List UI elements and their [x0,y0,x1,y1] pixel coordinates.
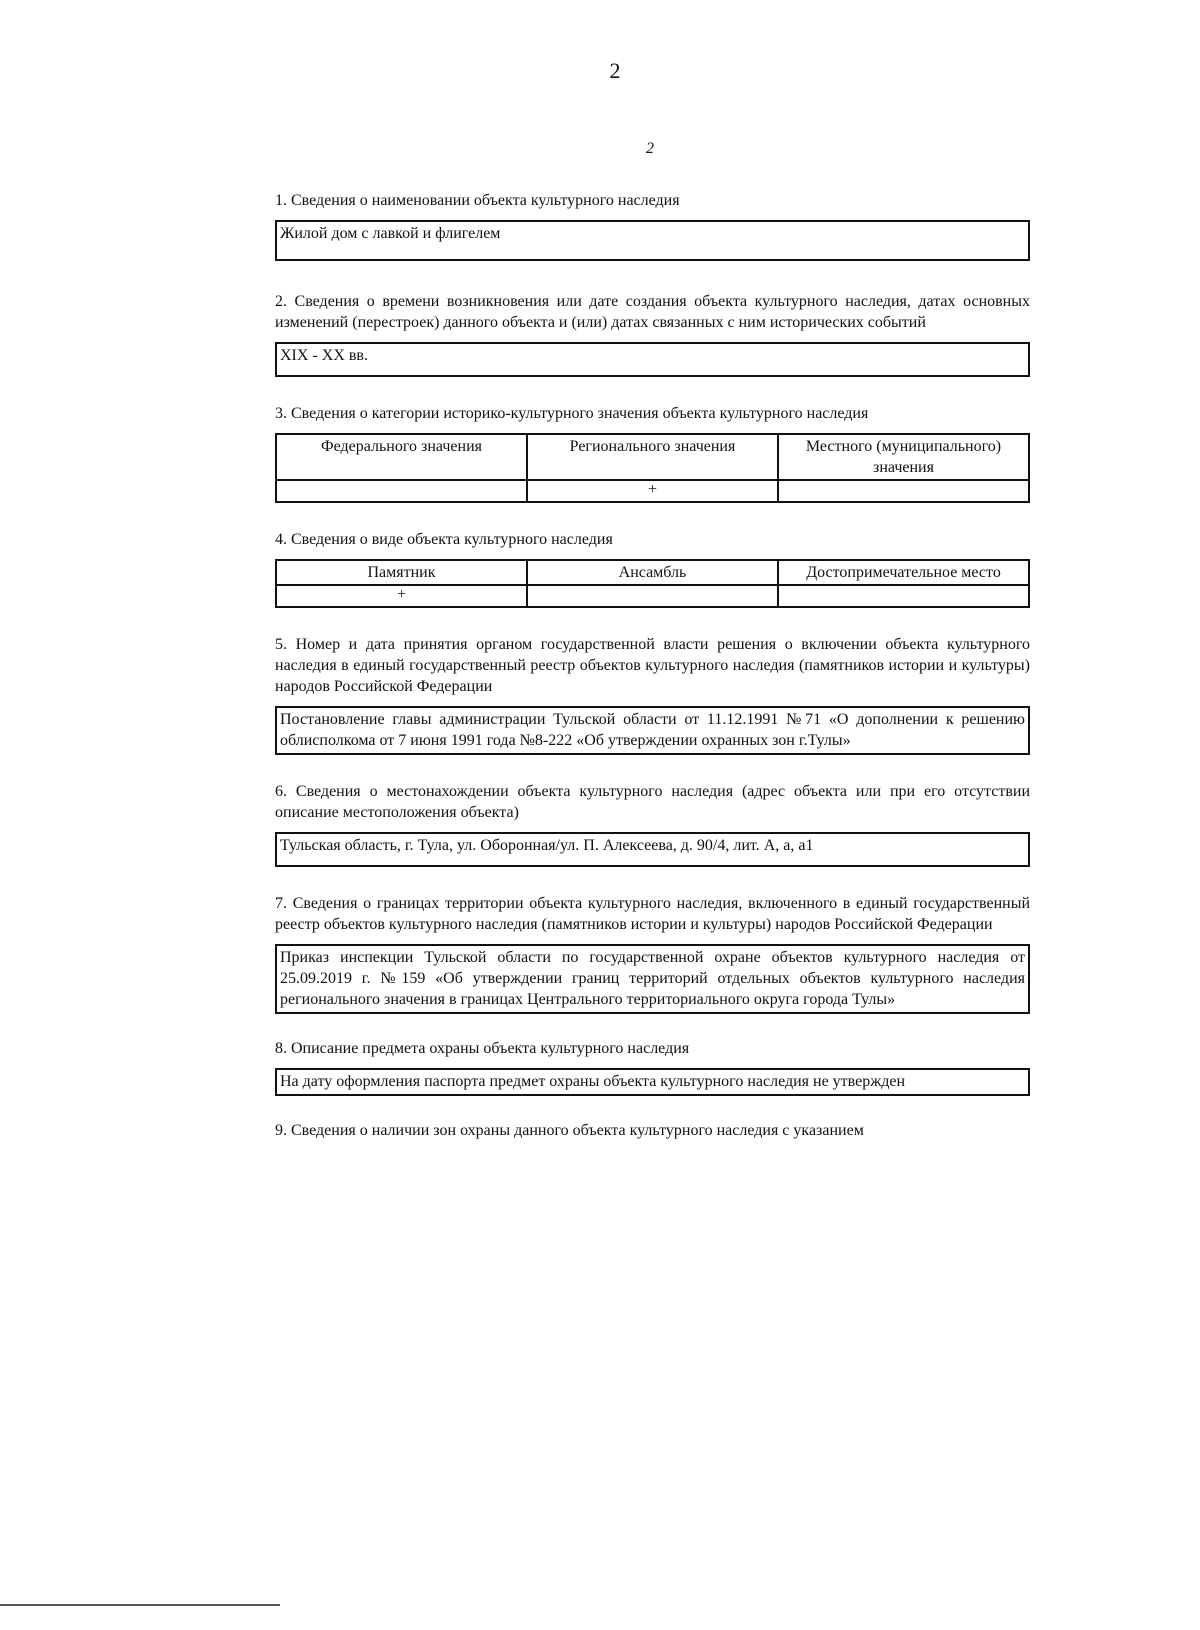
section-heading: 4. Сведения о виде объекта культурного наследия [275,531,613,548]
protection-subject-field: На дату оформления паспорта предмет охраны объекта культурного наследия не утвержден [275,1068,1030,1096]
territory-order-field: Приказ инспекции Тульской области по государственной охране объектов культурного наследия от 25.09.2019 г. №159 «Об утверждении границ территорий отдельных объектов культурного наследия регионального значения в границах Центрального территориального округа города Тулы» [275,944,1030,1014]
table-cell [527,585,778,607]
section-dates [275,291,1030,377]
registry-decision-field: Постановление главы администрации Тульской области от 11.12.1991 №71 «О дополнении к решению облисполкома от 7 июня 1991 года №8-222 «Об утверждении охранных зон г.Тулы» [275,706,1030,755]
table-header-cell: Ансамбль [527,560,778,585]
section-heading: 5. Номер и дата принятия органом государственной власти решения о включении объекта культурного наследия в единый государственный реестр объектов культурного наследия (памятников истории и культуры) народов Российской Федерации [275,636,1030,695]
section-name [275,190,1030,261]
address-field: Тульская область, г. Тула, ул. Оборонная/ул. П. Алексеева, д. 90/4, лит. А, а, а1 [275,832,1030,867]
table-header-cell: Регионального значения [527,434,778,480]
table-cell [778,585,1029,607]
section-type [275,529,1030,608]
section-heading: 1. Сведения о наименовании объекта культурного наследия [275,192,680,209]
section-registry-decision [275,634,1030,755]
passport-content [275,190,1030,1141]
table-header-row [276,560,1029,585]
section-category [275,403,1030,503]
table-cell [276,480,527,502]
type-table [275,559,1030,608]
section-heading: 3. Сведения о категории историко-культурного значения объекта культурного наследия [275,405,869,422]
table-cell: + [527,480,778,502]
section-heading: 9. Сведения о наличии зон охраны данного объекта культурного наследия с указанием [275,1122,864,1139]
table-header-row [276,434,1029,480]
section-territory-bounds [275,893,1030,1014]
section-heading: 7. Сведения о границах территории объекта культурного наследия, включенного в единый государственный реестр объектов культурного наследия (памятников истории и культуры) народов Российской Федерации [275,895,1030,933]
section-heading: 6. Сведения о местонахождении объекта культурного наследия (адрес объекта или при его отсутствии описание местоположения объекта) [275,783,1030,821]
table-header-cell: Достопримечательное место [778,560,1029,585]
section-heading: 2. Сведения о времени возникновения или дате создания объекта культурного наследия, датах основных изменений (перестроек) данного объекта и (или) датах связанных с ним исторических событий [275,293,1030,331]
table-header-cell: Местного (муниципального) значения [778,434,1029,480]
creation-date-field: XIX - XX вв. [275,342,1030,377]
table-cell [778,480,1029,502]
section-heading: 8. Описание предмета охраны объекта культурного наследия [275,1040,690,1057]
table-row [276,480,1029,502]
section-protection-subject [275,1038,1030,1096]
object-name-field: Жилой дом с лавкой и флигелем [275,220,1030,261]
section-location [275,781,1030,867]
table-cell: + [276,585,527,607]
category-table [275,433,1030,503]
table-header-cell: Памятник [276,560,527,585]
section-protection-zones [275,1120,1030,1141]
scan-edge-line [0,1604,280,1606]
page-number-secondary: 2 [646,140,654,157]
page-number: 2 [609,58,621,83]
table-header-cell: Федерального значения [276,434,527,480]
table-row [276,585,1029,607]
